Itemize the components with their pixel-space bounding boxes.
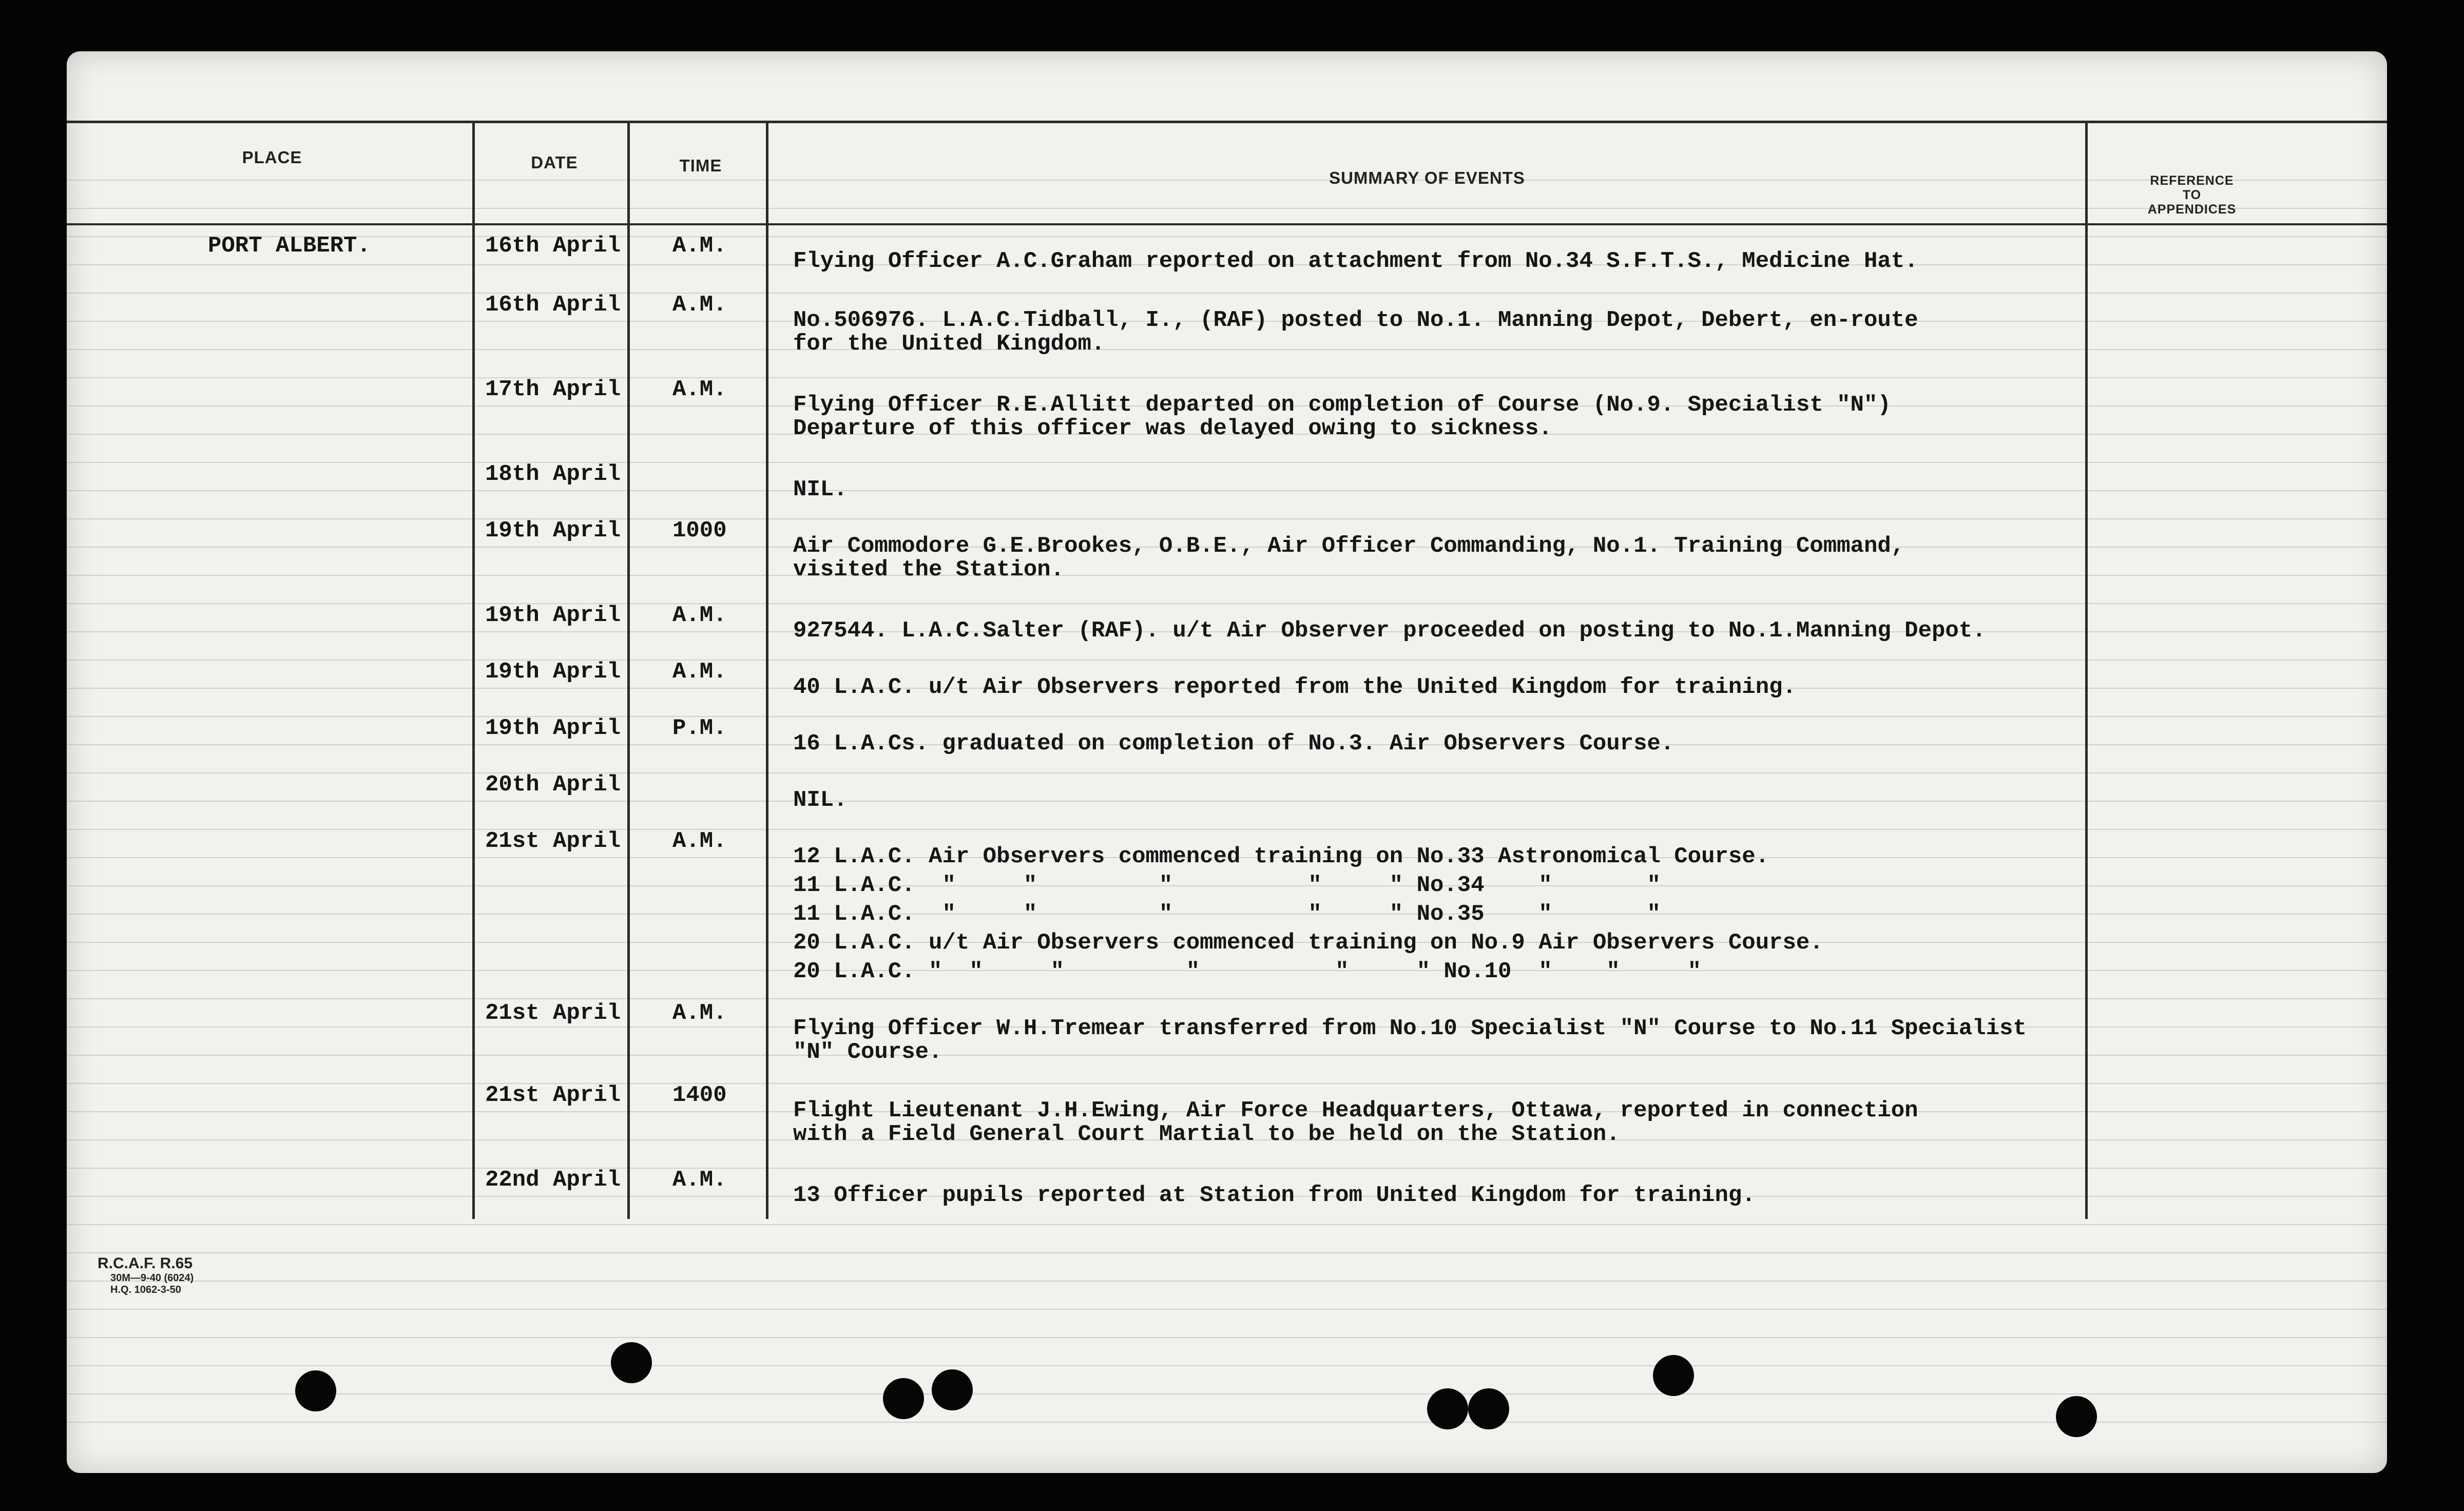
entry-summary-line: Flight Lieutenant J.H.Ewing, Air Force Headquarters, Ottawa, reported in connection [793,1098,1918,1123]
entry-summary-line: "N" Course. [793,1039,942,1065]
entry-date: 19th April [485,715,621,741]
ruled-line [67,1055,2387,1056]
entry-time: 1000 [672,518,727,544]
entry-summary-line: Flying Officer A.C.Graham reported on attachment from No.34 S.F.T.S., Medicine Hat. [793,248,1918,274]
column-divider-time-summary [766,121,768,1219]
header-top-rule [67,121,2387,123]
punch-hole [1427,1388,1468,1429]
entry-time: 1400 [672,1082,727,1108]
entry-date: 17th April [485,377,621,402]
header-time: TIME [679,156,722,175]
ruled-line [67,490,2387,491]
punch-hole [883,1378,924,1419]
ruled-line [67,1252,2387,1253]
form-code-line: R.C.A.F. R.65 [98,1255,193,1272]
ruled-line [67,1365,2387,1366]
ruled-line [67,772,2387,773]
entry-summary-line: 20 L.A.C. u/t Air Observers commenced training on No.9 Air Observers Course. [793,930,1823,956]
entry-date: 20th April [485,772,621,798]
ruled-line [67,603,2387,604]
form-code-line: H.Q. 1062-3-50 [110,1284,181,1295]
ruled-line [67,660,2387,661]
ruled-line [67,1168,2387,1169]
header-reference-line: REFERENCE [2150,173,2234,188]
entry-summary-line: 13 Officer pupils reported at Station from United Kingdom for training. [793,1183,1756,1208]
entry-date: 16th April [485,292,621,318]
entry-summary-line: 40 L.A.C. u/t Air Observers reported from the United Kingdom for training. [793,674,1796,700]
entry-time: P.M. [672,715,727,741]
header-summary: SUMMARY OF EVENTS [1329,168,1525,187]
header-bottom-rule [67,223,2387,225]
column-divider-date-time [627,121,630,1219]
ruled-line [67,1224,2387,1225]
entry-summary-line: 16 L.A.Cs. graduated on completion of No.3. Air Observers Course. [793,731,1674,757]
ruled-line [67,801,2387,802]
entry-summary-line: 11 L.A.C. " " " " " No.34 " " [793,873,1661,898]
ruled-line [67,236,2387,237]
ruled-line [67,1422,2387,1423]
entry-summary-line: 20 L.A.C. " " " " " " No.10 " " " [793,959,1702,984]
entry-time: A.M. [672,659,727,685]
ruled-line [67,575,2387,576]
entry-summary-line: 12 L.A.C. Air Observers commenced training on No.33 Astronomical Course. [793,844,1769,869]
punch-hole [295,1370,336,1411]
ruled-line [67,716,2387,717]
ruled-line [67,208,2387,209]
entry-time: A.M. [672,1167,727,1193]
entry-date: 19th April [485,659,621,685]
header-reference-line: TO [2182,188,2202,202]
entry-date: 19th April [485,603,621,628]
entry-summary-line: No.506976. L.A.C.Tidball, I., (RAF) posted to No.1. Manning Depot, Debert, en-route [793,307,1918,333]
entry-date: 16th April [485,233,621,259]
punch-hole [932,1369,973,1410]
entry-date: 21st April [485,1000,621,1026]
form-code-line: 30M—9-40 (6024) [110,1272,194,1284]
entry-time: A.M. [672,292,727,318]
entry-summary-line: visited the Station. [793,557,1065,583]
form-sheet [67,51,2387,1473]
ruled-line [67,998,2387,999]
entry-summary-line: Departure of this officer was delayed owing to sickness. [793,416,1552,441]
entry-summary-line: Flying Officer W.H.Tremear transferred from No.10 Specialist "N" Course to No.11 Specialist [793,1016,2027,1041]
ruled-line [67,1337,2387,1338]
entry-date: 18th April [485,461,621,487]
header-reference-line: APPENDICES [2147,202,2237,217]
ruled-line [67,349,2387,350]
ruled-line [67,1309,2387,1310]
entry-time: A.M. [672,233,727,259]
entry-date: 19th April [485,518,621,544]
ruled-line [67,1393,2387,1394]
ruled-line [67,462,2387,463]
ruled-line [67,1083,2387,1084]
header-date: DATE [531,153,578,172]
entry-date: 21st April [485,1082,621,1108]
column-divider-place-date [472,121,475,1219]
entry-summary-line: NIL. [793,477,848,502]
entry-date: 22nd April [485,1167,621,1193]
entry-summary-line: with a Field General Court Martial to be held on the Station. [793,1121,1620,1147]
entry-summary-line: 927544. L.A.C.Salter (RAF). u/t Air Observer proceeded on posting to No.1.Manning Depot. [793,618,1986,644]
entry-time: A.M. [672,603,727,628]
entry-time: A.M. [672,828,727,854]
entry-summary-line: 11 L.A.C. " " " " " No.35 " " [793,901,1661,927]
ruled-line [67,829,2387,830]
entry-summary-line: Air Commodore G.E.Brookes, O.B.E., Air Officer Commanding, No.1. Training Command, [793,533,1905,559]
header-place: PLACE [242,148,302,167]
ruled-line [67,293,2387,294]
entry-date: 21st April [485,828,621,854]
punch-hole [1653,1355,1694,1396]
entry-summary-line: Flying Officer R.E.Allitt departed on completion of Course (No.9. Specialist "N") [793,392,1891,418]
place-cell: PORT ALBERT. [208,233,371,259]
entry-summary-line: for the United Kingdom. [793,331,1105,357]
entry-time: A.M. [672,1000,727,1026]
column-divider-summary-reference [2085,121,2088,1219]
header-reference [2115,173,2269,217]
ruled-line [67,377,2387,378]
punch-hole [611,1342,652,1383]
ruled-line [67,518,2387,519]
ruled-line [67,1281,2387,1282]
form-code [98,1255,194,1296]
entry-time: A.M. [672,377,727,402]
entry-summary-line: NIL. [793,787,848,813]
punch-hole [1468,1388,1509,1429]
punch-hole [2056,1396,2097,1437]
